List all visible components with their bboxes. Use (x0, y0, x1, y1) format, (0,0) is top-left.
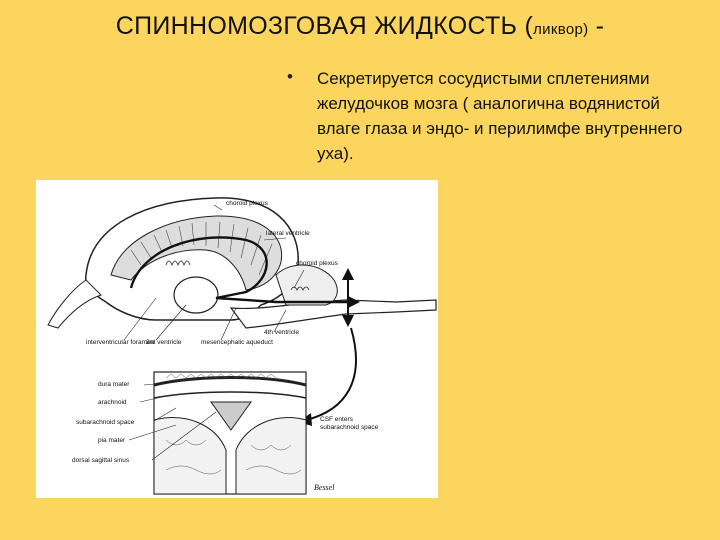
bullet-dot-icon: • (287, 67, 293, 86)
slide-title (0, 12, 720, 41)
cerebellum (276, 265, 337, 305)
label-pia-mater: pia mater (98, 437, 126, 444)
csf-diagram-svg (36, 180, 438, 498)
label-arachnoid: arachnoid (98, 399, 127, 406)
bullet-item (287, 66, 707, 166)
label-dura-mater: dura mater (98, 381, 130, 388)
label-dorsal-sagittal-sinus: dorsal sagittal sinus (72, 457, 130, 464)
label-choroid-plexus-right: choroid plexus (296, 260, 338, 267)
third-ventricle-shape (174, 277, 218, 313)
label-csf-enters-wrap (320, 416, 390, 446)
label-csf-enters: CSF enters subarachnoid space (320, 416, 379, 431)
label-interventricular-foramen: interventricular foramen (86, 339, 155, 346)
csf-diagram (36, 180, 438, 498)
label-third-ventricle: 3rd ventricle (146, 339, 182, 346)
label-fourth-ventricle: 4th ventricle (264, 329, 300, 336)
csf-return-arrow (306, 328, 356, 420)
title-dash: - (588, 12, 605, 40)
title-main: СПИННОМОЗГОВАЯ ЖИДКОСТЬ ( (115, 12, 534, 40)
label-choroid-plexus-top: choroid plexus (226, 200, 268, 207)
label-subarachnoid-space: subarachnoid space (76, 419, 135, 426)
flow-arrow-head-2 (342, 268, 354, 280)
label-lateral-ventricle: lateral ventricle (266, 230, 310, 237)
title-small: ликвор) (533, 21, 589, 38)
label-signature: Bessel (314, 483, 335, 492)
flow-arrow-head-3 (342, 315, 354, 327)
label-mesencephalic-aqueduct: mesencephalic aqueduct (201, 339, 273, 346)
bullet-text: Секретируется сосудистыми сплетениями желудочков мозга ( аналогична водянистой влаге глаза и эндо- и перилимфе внутреннего уха). (317, 69, 683, 163)
olfactory-bulb (48, 280, 101, 328)
